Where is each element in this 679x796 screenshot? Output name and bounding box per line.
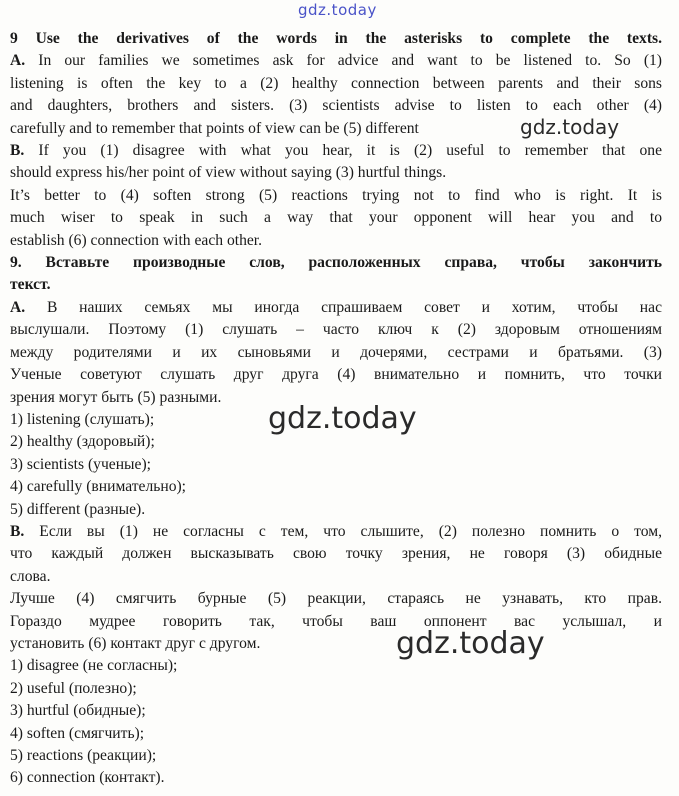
paragraph-line: [10, 230, 662, 252]
line-text: It’s better to (4) soften strong (5) reactions trying not to find who is right. It is: [10, 186, 662, 204]
paragraph-line: [10, 588, 662, 610]
bold-text: текст.: [10, 276, 51, 294]
watermark-top: gdz.today: [298, 1, 377, 19]
answer-item: [10, 700, 662, 722]
watermark: gdz.today: [396, 626, 545, 661]
paragraph-line: [10, 162, 662, 184]
answer-item: [10, 655, 662, 677]
line-text: 1) listening (слушать);: [10, 410, 155, 428]
answer-item: [10, 476, 662, 498]
line-text: much wiser to speak in such a way that your opponent will hear you and to: [10, 209, 662, 227]
line-text: установить (6) контакт друг с другом.: [10, 634, 261, 652]
section-marker: В.: [10, 522, 25, 540]
paragraph-line: [10, 521, 662, 543]
line-text: 4) carefully (внимательно);: [10, 478, 187, 496]
line-text: 5) reactions (реакции);: [10, 747, 157, 764]
paragraph-line: [10, 364, 662, 386]
paragraph-line: [10, 342, 662, 364]
line-text: In our families we sometimes ask for advice and want to be listened to. So (1): [25, 52, 662, 70]
paragraph-line: [10, 297, 662, 319]
line-text: Ученые советуют слушать друг друга (4) внимательно и помнить, что точки: [10, 366, 662, 384]
paragraph-line: [10, 566, 662, 588]
line-text: listening is often the key to a (2) healthy connection between parents and their sons: [10, 74, 662, 92]
answer-item: [10, 678, 662, 700]
line-text: 4) soften (смягчить);: [10, 724, 145, 742]
line-text: 2) healthy (здоровый);: [10, 433, 155, 451]
section-marker: B.: [10, 142, 25, 160]
line-text: 3) hurtful (обидные);: [10, 702, 146, 720]
paragraph-line: [10, 185, 662, 207]
line-text: 3) scientists (ученые);: [10, 455, 151, 473]
paragraph-line: [10, 50, 662, 72]
answer-item: [10, 767, 662, 789]
section-marker: A.: [10, 52, 26, 70]
line-text: and daughters, brothers and sisters. (3) scientists advise to listen to each other (4): [10, 97, 662, 115]
paragraph-line: [10, 543, 662, 565]
line-text: зрения могут быть (5) разными.: [10, 388, 222, 406]
task-heading-ru: [10, 252, 662, 274]
line-text: 5) different (разные).: [10, 500, 146, 518]
task-heading-ru-cont: [10, 274, 662, 296]
line-text: should express his/her point of view without saying (3) hurtful things.: [10, 164, 447, 182]
line-text: что каждый должен высказывать свою точку зрения, не говоря (3) обидные: [10, 545, 662, 563]
line-text: 6) connection (контакт).: [10, 769, 165, 787]
paragraph-line: [10, 633, 662, 655]
line-text: слова.: [10, 567, 51, 585]
line-text: 1) disagree (не согласны);: [10, 657, 178, 675]
bold-text: 9. Вставьте производные слов, расположенных справа, чтобы закончить: [10, 254, 662, 272]
line-text: Гораздо мудрее говорить так, чтобы ваш оппонент вас услышал, и: [10, 612, 662, 630]
paragraph-line: [10, 73, 662, 95]
watermark: gdz.today: [520, 115, 620, 139]
task-heading-en: [10, 28, 662, 50]
line-text: Если вы (1) не согласны с тем, что слышите, (2) полезно помнить о том,: [24, 522, 662, 540]
line-text: выслушали. Поэтому (1) слушать – часто ключ к (2) здоровым отношениям: [10, 321, 662, 339]
watermark: gdz.today: [268, 401, 417, 436]
section-marker: А.: [10, 298, 26, 316]
answer-item: [10, 499, 662, 521]
line-text: establish (6) connection with each other.: [10, 231, 263, 249]
line-text: carefully and to remember that points of view can be (5) different: [10, 119, 419, 137]
bold-text: 9 Use the derivatives of the words in the asterisks to complete the texts.: [10, 30, 662, 47]
line-text: между родителями и их сыновьями и дочерями, сестрами и братьями. (3): [10, 343, 662, 361]
answer-item: [10, 723, 662, 745]
paragraph-line: [10, 319, 662, 341]
answer-item: [10, 454, 662, 476]
paragraph-line: [10, 207, 662, 229]
line-text: Лучше (4) смягчить бурные (5) реакции, стараясь не узнавать, кто прав.: [10, 590, 662, 608]
line-text: 2) useful (полезно);: [10, 679, 137, 697]
line-text: If you (1) disagree with what you hear, it is (2) useful to remember that one: [24, 142, 662, 160]
paragraph-line: [10, 611, 662, 633]
answer-item: [10, 745, 662, 767]
paragraph-line: [10, 140, 662, 162]
line-text: В наших семьях мы иногда спрашиваем совет и хотим, чтобы нас: [25, 298, 662, 316]
